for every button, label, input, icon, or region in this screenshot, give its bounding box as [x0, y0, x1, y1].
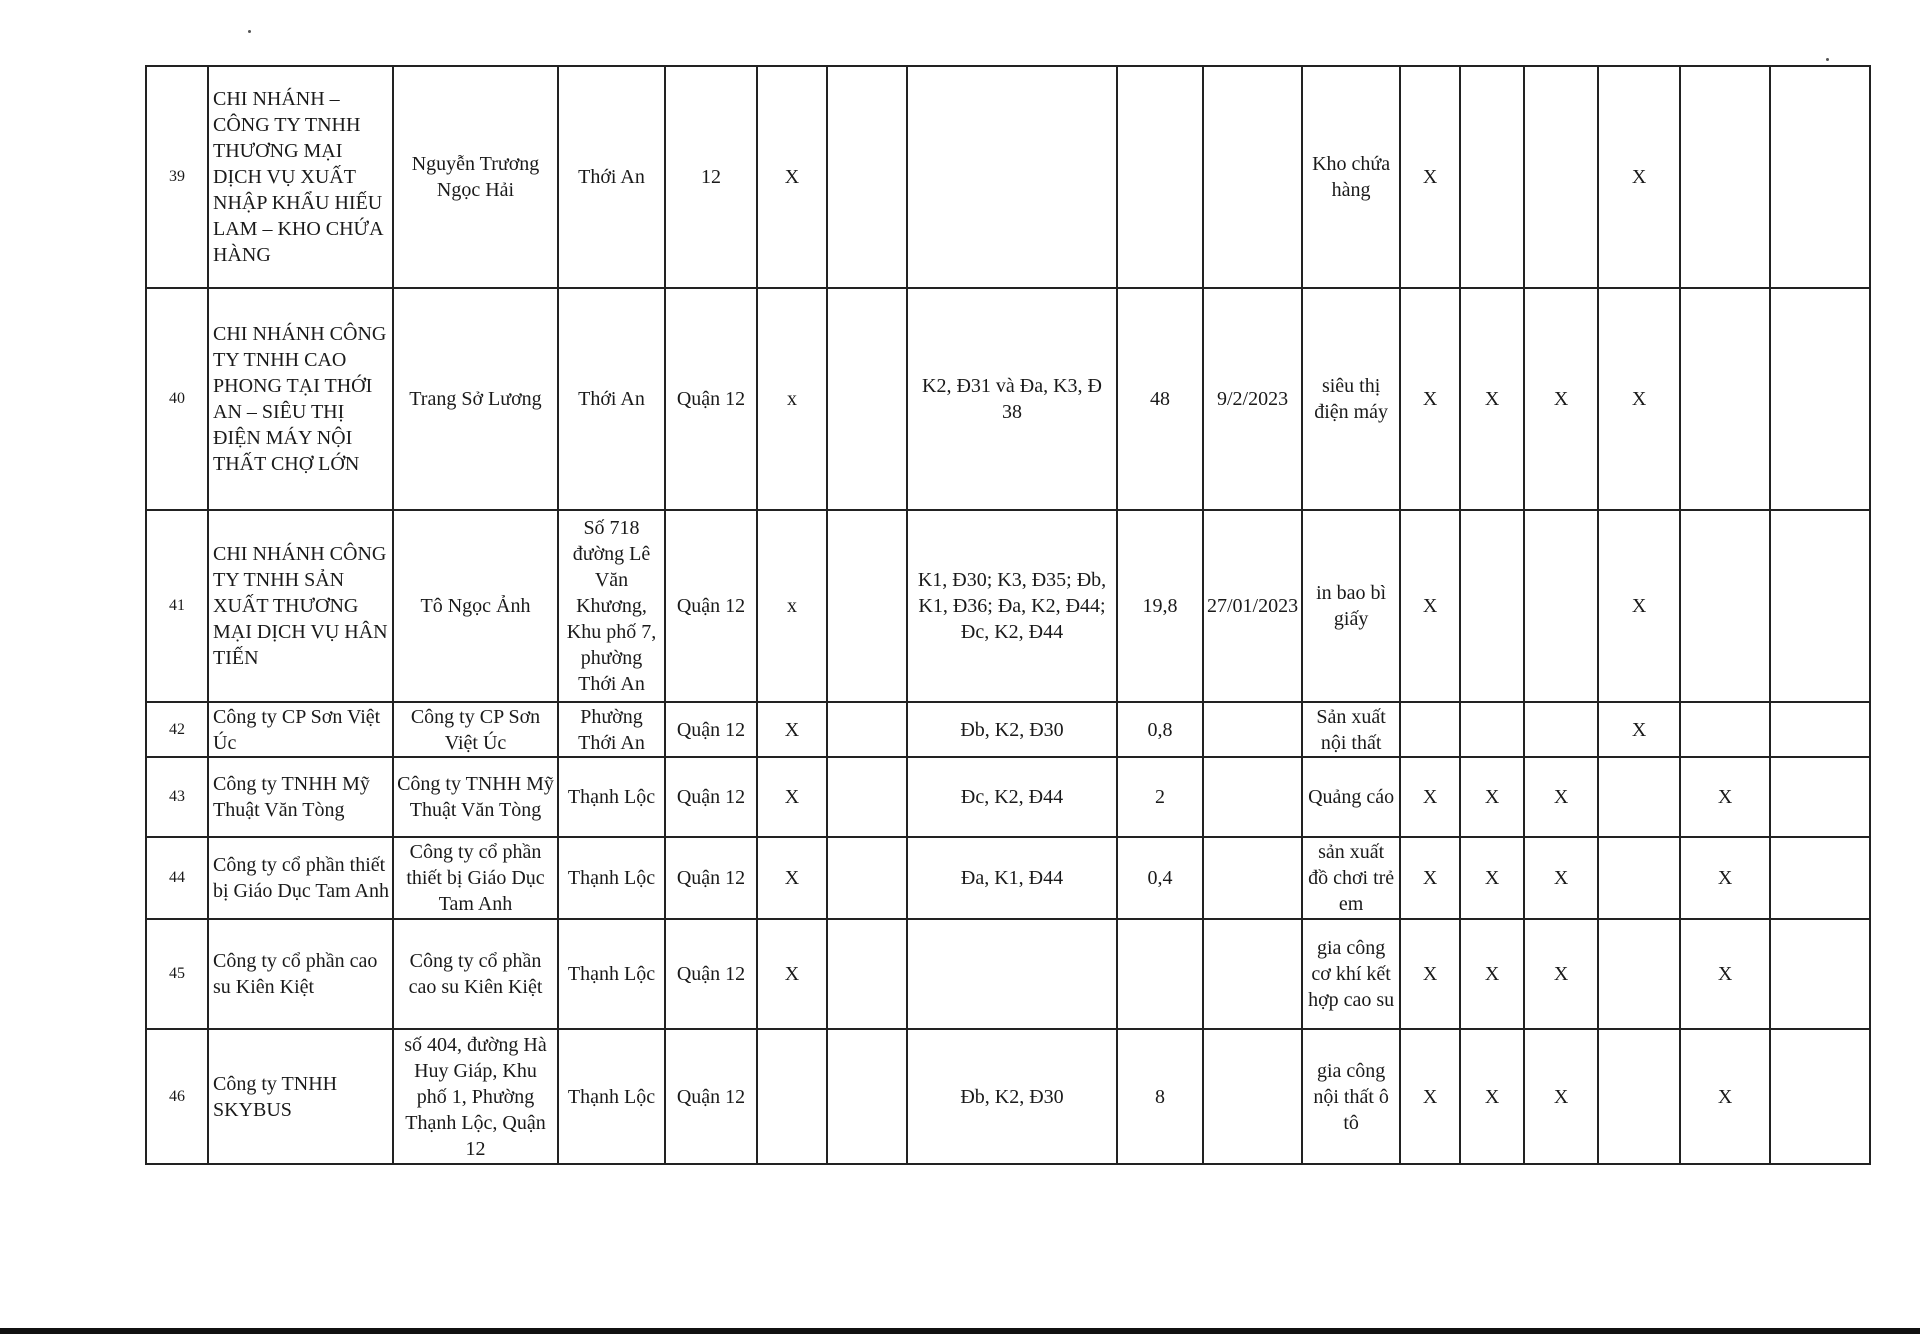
check-col-1: x — [757, 288, 827, 510]
mark-col-6 — [1770, 702, 1870, 757]
mark-col-1: X — [1400, 510, 1460, 702]
mark-col-6 — [1770, 510, 1870, 702]
mark-col-6 — [1770, 837, 1870, 919]
check-col-1: X — [757, 702, 827, 757]
check-col-2 — [827, 66, 907, 288]
check-col-2 — [827, 702, 907, 757]
date: 27/01/2023 — [1203, 510, 1302, 702]
area: 0,4 — [1117, 837, 1203, 919]
row-number: 45 — [146, 919, 208, 1029]
activity: gia công cơ khí kết hợp cao su — [1302, 919, 1400, 1029]
owner: Tô Ngọc Ảnh — [393, 510, 558, 702]
regulation-codes: K1, Đ30; K3, Đ35; Đb, K1, Đ36; Đa, K2, Đ44; Đc, K2, Đ44 — [907, 510, 1117, 702]
check-col-2 — [827, 288, 907, 510]
mark-col-4 — [1598, 1029, 1680, 1164]
row-number: 44 — [146, 837, 208, 919]
mark-col-5 — [1680, 510, 1770, 702]
mark-col-4: X — [1598, 288, 1680, 510]
row-number: 39 — [146, 66, 208, 288]
address: Thạnh Lộc — [558, 1029, 665, 1164]
row-number: 42 — [146, 702, 208, 757]
activity: in bao bì giấy — [1302, 510, 1400, 702]
area: 2 — [1117, 757, 1203, 837]
table-row — [146, 757, 1870, 837]
mark-col-3 — [1524, 510, 1598, 702]
area: 48 — [1117, 288, 1203, 510]
address: Số 718 đường Lê Văn Khương, Khu phố 7, phường Thới An — [558, 510, 665, 702]
activity: sản xuất đồ chơi trẻ em — [1302, 837, 1400, 919]
mark-col-3: X — [1524, 757, 1598, 837]
check-col-1: X — [757, 837, 827, 919]
mark-col-3 — [1524, 66, 1598, 288]
activity: Quảng cáo — [1302, 757, 1400, 837]
company-name: CHI NHÁNH CÔNG TY TNHH SẢN XUẤT THƯƠNG MẠI DỊCH VỤ HÂN TIẾN — [208, 510, 393, 702]
activity: siêu thị điện máy — [1302, 288, 1400, 510]
regulation-codes — [907, 919, 1117, 1029]
owner: Công ty CP Sơn Việt Úc — [393, 702, 558, 757]
mark-col-1: X — [1400, 837, 1460, 919]
district: Quận 12 — [665, 837, 757, 919]
company-name: Công ty cổ phần cao su Kiên Kiệt — [208, 919, 393, 1029]
check-col-2 — [827, 757, 907, 837]
company-name: CHI NHÁNH – CÔNG TY TNHH THƯƠNG MẠI DỊCH VỤ XUẤT NHẬP KHẨU HIẾU LAM – KHO CHỨA HÀNG — [208, 66, 393, 288]
company-name: CHI NHÁNH CÔNG TY TNHH CAO PHONG TẠI THỚI AN – SIÊU THỊ ĐIỆN MÁY NỘI THẤT CHỢ LỚN — [208, 288, 393, 510]
mark-col-4 — [1598, 919, 1680, 1029]
row-number: 43 — [146, 757, 208, 837]
district: Quận 12 — [665, 288, 757, 510]
check-col-1: X — [757, 66, 827, 288]
address: Phường Thới An — [558, 702, 665, 757]
area: 8 — [1117, 1029, 1203, 1164]
table-row — [146, 919, 1870, 1029]
date: 9/2/2023 — [1203, 288, 1302, 510]
owner: Công ty cổ phần thiết bị Giáo Dục Tam Anh — [393, 837, 558, 919]
date — [1203, 919, 1302, 1029]
area — [1117, 919, 1203, 1029]
check-col-1 — [757, 1029, 827, 1164]
regulation-codes: Đb, K2, Đ30 — [907, 1029, 1117, 1164]
mark-col-5: X — [1680, 1029, 1770, 1164]
company-name: Công ty TNHH SKYBUS — [208, 1029, 393, 1164]
area: 19,8 — [1117, 510, 1203, 702]
table-row — [146, 702, 1870, 757]
activity: Sản xuất nội thất — [1302, 702, 1400, 757]
area: 0,8 — [1117, 702, 1203, 757]
mark-col-5 — [1680, 66, 1770, 288]
date — [1203, 702, 1302, 757]
mark-col-2: X — [1460, 1029, 1524, 1164]
mark-col-2 — [1460, 66, 1524, 288]
mark-col-5: X — [1680, 757, 1770, 837]
mark-col-5 — [1680, 702, 1770, 757]
regulation-codes: Đb, K2, Đ30 — [907, 702, 1117, 757]
mark-col-3 — [1524, 702, 1598, 757]
mark-col-3: X — [1524, 288, 1598, 510]
mark-col-4: X — [1598, 702, 1680, 757]
mark-col-3: X — [1524, 1029, 1598, 1164]
activity: Kho chứa hàng — [1302, 66, 1400, 288]
mark-col-6 — [1770, 757, 1870, 837]
address: Thạnh Lộc — [558, 837, 665, 919]
scan-speck — [1826, 58, 1829, 61]
mark-col-2 — [1460, 702, 1524, 757]
check-col-1: x — [757, 510, 827, 702]
mark-col-4 — [1598, 757, 1680, 837]
mark-col-2: X — [1460, 757, 1524, 837]
check-col-2 — [827, 510, 907, 702]
date — [1203, 837, 1302, 919]
mark-col-2: X — [1460, 837, 1524, 919]
mark-col-3: X — [1524, 919, 1598, 1029]
table-row — [146, 510, 1870, 702]
address: Thới An — [558, 66, 665, 288]
district: Quận 12 — [665, 510, 757, 702]
row-number: 40 — [146, 288, 208, 510]
mark-col-2: X — [1460, 288, 1524, 510]
district: Quận 12 — [665, 919, 757, 1029]
district: 12 — [665, 66, 757, 288]
owner: Trang Sở Lương — [393, 288, 558, 510]
table-row — [146, 837, 1870, 919]
business-table — [145, 65, 1871, 1165]
table-row — [146, 1029, 1870, 1164]
mark-col-1: X — [1400, 66, 1460, 288]
mark-col-1: X — [1400, 919, 1460, 1029]
check-col-2 — [827, 919, 907, 1029]
table-row — [146, 288, 1870, 510]
mark-col-4: X — [1598, 66, 1680, 288]
scan-speck — [248, 30, 251, 33]
owner: Nguyễn Trương Ngọc Hải — [393, 66, 558, 288]
mark-col-5 — [1680, 288, 1770, 510]
date — [1203, 1029, 1302, 1164]
mark-col-1: X — [1400, 757, 1460, 837]
company-name: Công ty cổ phần thiết bị Giáo Dục Tam Anh — [208, 837, 393, 919]
district: Quận 12 — [665, 702, 757, 757]
mark-col-1: X — [1400, 288, 1460, 510]
regulation-codes: K2, Đ31 và Đa, K3, Đ 38 — [907, 288, 1117, 510]
mark-col-1: X — [1400, 1029, 1460, 1164]
date — [1203, 757, 1302, 837]
check-col-2 — [827, 1029, 907, 1164]
row-number: 46 — [146, 1029, 208, 1164]
mark-col-1 — [1400, 702, 1460, 757]
address: Thạnh Lộc — [558, 919, 665, 1029]
row-number: 41 — [146, 510, 208, 702]
regulation-codes — [907, 66, 1117, 288]
mark-col-2: X — [1460, 919, 1524, 1029]
owner: số 404, đường Hà Huy Giáp, Khu phố 1, Phường Thạnh Lộc, Quận 12 — [393, 1029, 558, 1164]
regulation-codes: Đa, K1, Đ44 — [907, 837, 1117, 919]
owner: Công ty cổ phần cao su Kiên Kiệt — [393, 919, 558, 1029]
mark-col-4 — [1598, 837, 1680, 919]
check-col-1: X — [757, 919, 827, 1029]
check-col-1: X — [757, 757, 827, 837]
mark-col-6 — [1770, 288, 1870, 510]
page-bottom-edge — [0, 1328, 1920, 1334]
address: Thạnh Lộc — [558, 757, 665, 837]
mark-col-6 — [1770, 1029, 1870, 1164]
area — [1117, 66, 1203, 288]
address: Thới An — [558, 288, 665, 510]
mark-col-5: X — [1680, 837, 1770, 919]
district: Quận 12 — [665, 757, 757, 837]
mark-col-4: X — [1598, 510, 1680, 702]
district: Quận 12 — [665, 1029, 757, 1164]
check-col-2 — [827, 837, 907, 919]
company-name: Công ty TNHH Mỹ Thuật Văn Tòng — [208, 757, 393, 837]
mark-col-6 — [1770, 919, 1870, 1029]
table-row — [146, 66, 1870, 288]
mark-col-6 — [1770, 66, 1870, 288]
owner: Công ty TNHH Mỹ Thuật Văn Tòng — [393, 757, 558, 837]
mark-col-3: X — [1524, 837, 1598, 919]
mark-col-2 — [1460, 510, 1524, 702]
mark-col-5: X — [1680, 919, 1770, 1029]
company-name: Công ty CP Sơn Việt Úc — [208, 702, 393, 757]
date — [1203, 66, 1302, 288]
regulation-codes: Đc, K2, Đ44 — [907, 757, 1117, 837]
activity: gia công nội thất ô tô — [1302, 1029, 1400, 1164]
